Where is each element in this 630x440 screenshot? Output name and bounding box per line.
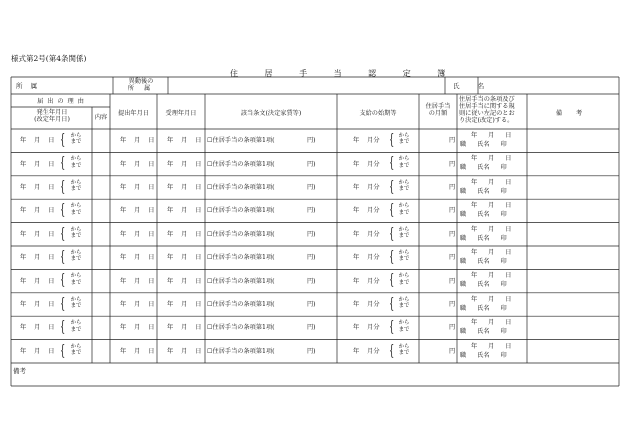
row-payment-brace: { [389, 223, 395, 242]
row-decision-sign: 職 氏名 印 [460, 258, 507, 265]
name-label: 氏 名 [453, 82, 493, 90]
row-clause-text: ☐住居手当の条項第1項( [207, 324, 275, 332]
row-clause-yen: 円) [307, 137, 316, 145]
row-occurrence-from-to: から まで [70, 273, 82, 286]
header-submit-date: 提出年月日 [118, 110, 149, 117]
row-accept-date: 年 月 日 [167, 347, 202, 355]
row-payment-from-to: から まで [398, 226, 410, 240]
row-clause-text: ☐住居手当の条項第1項( [207, 137, 275, 145]
row-decision-date: 年 月 日 [471, 295, 512, 303]
row-occurrence-date: 年 月 日 [20, 254, 55, 262]
row-accept-date: 年 月 日 [167, 324, 202, 332]
row-submit-date: 年 月 日 [120, 301, 155, 308]
row-occurrence-from-to: から まで [70, 133, 82, 146]
row-monthly-yen: 円 [449, 160, 456, 168]
row-occurrence-date: 年 月 日 [20, 184, 55, 191]
row-decision-date: 年 月 日 [471, 272, 512, 280]
row-accept-date: 年 月 日 [167, 254, 202, 262]
row-payment-brace: { [389, 200, 395, 219]
row-clause-text: ☐住居手当の条項第1項( [207, 230, 275, 238]
row-payment-brace: { [389, 317, 395, 336]
row-clause-text: ☐住居手当の条項第1項( [207, 207, 275, 215]
row-occurrence-from-to: から まで [70, 320, 82, 333]
row-monthly-yen: 円 [449, 137, 456, 145]
header-remarks: 備 考 [555, 110, 589, 117]
row-decision-sign: 職 氏名 印 [460, 211, 507, 219]
row-decision-date: 年 月 日 [471, 342, 512, 350]
row-payment-brace: { [389, 130, 395, 148]
row-monthly-yen: 円 [449, 254, 456, 262]
row-payment-brace: { [389, 247, 395, 265]
row-decision-sign: 職 氏名 印 [460, 234, 507, 242]
row-decision-sign: 職 氏名 印 [460, 328, 507, 336]
row-occurrence-brace: { [60, 153, 66, 172]
row-clause-text: ☐住居手当の条項第1項( [207, 160, 275, 168]
row-clause-text: ☐住居手当の条項第1項( [207, 254, 275, 262]
row-payment-from-to: から まで [398, 179, 410, 193]
row-payment-from-to: から まで [398, 273, 410, 286]
row-decision-sign: 職 氏名 印 [460, 187, 507, 195]
row-monthly-yen: 円 [449, 230, 456, 238]
row-monthly-yen: 円 [449, 184, 456, 191]
row-clause-yen: 円) [307, 277, 316, 285]
row-occurrence-date: 年 月 日 [20, 207, 55, 215]
row-occurrence-brace: { [60, 223, 66, 242]
row-payment-month: 年 月分 [353, 324, 380, 332]
header-decision: 住居手当の条項及び 住居手当に関する規 則に従い左記のとお り決定(改定)する。 [459, 96, 515, 125]
row-submit-date: 年 月 日 [120, 230, 155, 238]
row-accept-date: 年 月 日 [167, 230, 202, 238]
row-clause-yen: 円) [307, 347, 316, 355]
row-payment-month: 年 月分 [353, 254, 380, 262]
document-title: 住 居 手 当 認 定 簿 [230, 69, 458, 78]
row-occurrence-from-to: から まで [70, 226, 82, 240]
header-accept-date: 受理年月日 [165, 110, 197, 117]
footer-remarks-label: 備考 [13, 367, 26, 375]
row-clause-yen: 円) [307, 254, 316, 262]
row-payment-month: 年 月分 [353, 277, 380, 285]
row-occurrence-date: 年 月 日 [20, 324, 55, 332]
row-occurrence-from-to: から まで [70, 203, 82, 216]
row-monthly-yen: 円 [449, 277, 456, 285]
row-monthly-yen: 円 [449, 207, 456, 215]
row-decision-date: 年 月 日 [471, 155, 512, 163]
header-payment-start: 支給の始期等 [359, 110, 397, 117]
row-clause-yen: 円) [307, 207, 316, 215]
row-clause-yen: 円) [307, 230, 316, 238]
row-occurrence-brace: { [60, 176, 66, 195]
row-payment-month: 年 月分 [353, 184, 380, 191]
row-accept-date: 年 月 日 [167, 184, 202, 191]
row-monthly-yen: 円 [449, 324, 456, 332]
row-occurrence-date: 年 月 日 [20, 230, 55, 238]
row-clause-text: ☐住居手当の条項第1項( [207, 277, 275, 285]
row-occurrence-from-to: から まで [70, 343, 82, 357]
row-occurrence-brace: { [60, 247, 66, 265]
header-occurrence-date: 発生年月日 (改定年月日) [34, 109, 70, 124]
row-clause-text: ☐住居手当の条項第1項( [207, 301, 275, 308]
row-payment-month: 年 月分 [353, 301, 380, 308]
row-decision-date: 年 月 日 [471, 225, 512, 233]
row-payment-brace: { [389, 293, 395, 312]
row-monthly-yen: 円 [449, 347, 456, 355]
row-occurrence-date: 年 月 日 [20, 277, 55, 285]
row-occurrence-date: 年 月 日 [20, 347, 55, 355]
row-decision-sign: 職 氏名 印 [460, 351, 507, 359]
row-payment-brace: { [389, 176, 395, 195]
row-occurrence-from-to: から まで [70, 156, 82, 169]
row-submit-date: 年 月 日 [120, 347, 155, 355]
row-accept-date: 年 月 日 [167, 137, 202, 145]
row-decision-date: 年 月 日 [471, 178, 512, 186]
row-decision-sign: 職 氏名 印 [460, 281, 507, 289]
row-submit-date: 年 月 日 [120, 254, 155, 262]
row-occurrence-from-to: から まで [70, 179, 82, 193]
row-payment-from-to: から まで [398, 320, 410, 333]
row-clause-yen: 円) [307, 301, 316, 308]
row-submit-date: 年 月 日 [120, 184, 155, 191]
affiliation-label: 所 属 [16, 82, 41, 90]
row-occurrence-from-to: から まで [70, 296, 82, 310]
row-decision-date: 年 月 日 [471, 132, 512, 139]
row-monthly-yen: 円 [449, 301, 456, 308]
row-payment-from-to: から まで [398, 343, 410, 357]
row-accept-date: 年 月 日 [167, 207, 202, 215]
row-decision-date: 年 月 日 [471, 202, 512, 210]
row-occurrence-date: 年 月 日 [20, 301, 55, 308]
row-payment-from-to: から まで [398, 133, 410, 146]
row-decision-date: 年 月 日 [471, 249, 512, 256]
row-clause-text: ☐住居手当の条項第1項( [207, 184, 275, 191]
row-decision-sign: 職 氏名 印 [460, 141, 507, 148]
row-decision-sign: 職 氏名 印 [460, 304, 507, 312]
row-payment-month: 年 月分 [353, 347, 380, 355]
row-submit-date: 年 月 日 [120, 137, 155, 145]
row-accept-date: 年 月 日 [167, 301, 202, 308]
row-occurrence-date: 年 月 日 [20, 137, 55, 145]
header-monthly-amount: 住居手当 の月額 [425, 103, 451, 118]
form-number-label: 様式第2号(第4条関係) [11, 54, 87, 63]
row-occurrence-brace: { [60, 200, 66, 219]
row-occurrence-brace: { [60, 270, 66, 289]
row-payment-month: 年 月分 [353, 160, 380, 168]
row-occurrence-brace: { [60, 293, 66, 312]
row-payment-from-to: から まで [398, 203, 410, 216]
header-content: 内容 [94, 114, 108, 121]
row-accept-date: 年 月 日 [167, 277, 202, 285]
row-payment-from-to: から まで [398, 296, 410, 310]
row-submit-date: 年 月 日 [120, 160, 155, 168]
header-reason: 届 出 の 理 由 [37, 98, 85, 105]
row-decision-sign: 職 氏名 印 [460, 164, 507, 172]
row-submit-date: 年 月 日 [120, 324, 155, 332]
row-occurrence-from-to: から まで [70, 250, 82, 263]
row-payment-month: 年 月分 [353, 230, 380, 238]
row-payment-month: 年 月分 [353, 207, 380, 215]
row-payment-month: 年 月分 [353, 137, 380, 145]
row-decision-date: 年 月 日 [471, 319, 512, 327]
row-accept-date: 年 月 日 [167, 160, 202, 168]
row-clause-yen: 円) [307, 184, 316, 191]
row-clause-yen: 円) [307, 324, 316, 332]
row-payment-brace: { [389, 270, 395, 289]
row-submit-date: 年 月 日 [120, 277, 155, 285]
row-payment-brace: { [389, 153, 395, 172]
row-payment-from-to: から まで [398, 156, 410, 169]
row-occurrence-date: 年 月 日 [20, 160, 55, 168]
row-occurrence-brace: { [60, 317, 66, 336]
row-occurrence-brace: { [60, 130, 66, 148]
row-payment-from-to: から まで [398, 250, 410, 263]
row-submit-date: 年 月 日 [120, 207, 155, 215]
row-clause-text: ☐住居手当の条項第1項( [207, 347, 275, 355]
row-occurrence-brace: { [60, 340, 66, 359]
row-payment-brace: { [389, 340, 395, 359]
transfer-affiliation-label: 異動後の 所 属 [127, 78, 155, 93]
header-clause: 該当条文(決定家賃等) [240, 110, 302, 117]
row-clause-yen: 円) [307, 160, 316, 168]
